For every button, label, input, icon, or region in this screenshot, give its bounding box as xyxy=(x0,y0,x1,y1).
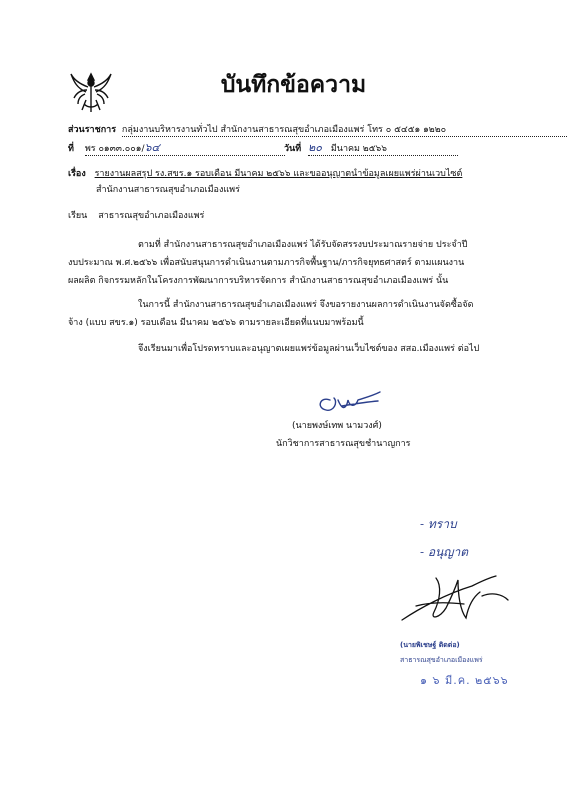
para1-line3: ผลผลิต กิจกรรมหลักในโครงการพัฒนาการบริหารจัดการ สำนักงานสาธารณสุขอำเภอเมืองแพร่ นั้น xyxy=(68,276,449,286)
para2-line1: ในการนี้ สำนักงานสาธารณสุขอำเภอเมืองแพร่ จึงขอรายงานผลการดำเนินงานจัดซื้อจัด xyxy=(138,300,474,310)
subject-value: รายงานผลสรุป รง.สขร.๑ รอบเดือน มีนาคม ๒๕๖๖ และขออนุญาตนำข้อมูลเผยแพร่ผ่านเวบไซต์ xyxy=(94,169,463,179)
approval-note-permit: - อนุญาต xyxy=(420,545,469,559)
to-value: สาธารณสุขอำเภอเมืองแพร่ xyxy=(98,211,205,221)
para2-line2: จ้าง (แบบ สขร.๑) รอบเดือน มีนาคม ๒๕๖๖ ตามรายละเอียดที่แนบมาพร้อมนี้ xyxy=(68,318,364,328)
ref-value: พร ๐๑๓๓.๐๐๑/ xyxy=(84,144,145,154)
approver-signature xyxy=(396,568,516,628)
agency-row xyxy=(68,124,567,137)
sender-signature xyxy=(312,388,384,418)
agency-value: กลุ่มงานบริหารงานทั่วไป สำนักงานสาธารณสุขอำเภอเมืองแพร่ โทร ๐ ๕๔๕๑ ๑๒๒๐ xyxy=(122,124,567,137)
para1-line2: งบประมาณ พ.ศ.๒๕๖๖ เพื่อสนับสนุนการดำเนินงานตามภารกิจพื้นฐาน/ภารกิจยุทธศาสตร์ ตามแผนงาน xyxy=(68,258,465,268)
date-label: วันที่ xyxy=(284,144,302,154)
approval-note-acknowledge: - ทราบ xyxy=(420,517,457,531)
stamp-position: สาธารณสุขอำเภอเมืองแพร่ xyxy=(400,656,483,664)
to-label: เรียน xyxy=(68,211,88,221)
subject-row xyxy=(68,168,462,180)
date-month-year: มีนาคม ๒๕๖๖ xyxy=(330,144,387,154)
signer-name: (นายพงษ์เทพ นามวงศ์) xyxy=(292,421,382,431)
ref-label: ที่ xyxy=(68,144,74,154)
date-day: ๒๐ xyxy=(308,141,322,154)
ref-handwritten-number: ๖๔ xyxy=(144,141,160,154)
reference-row xyxy=(68,142,285,156)
addressee-row xyxy=(68,210,204,222)
stamp-date: ๑ ๖ มี.ค. ๒๕๖๖ xyxy=(420,674,509,687)
para1-line1: ตามที่ สำนักงานสาธารณสุขอำเภอเมืองแพร่ ได้รับจัดสรรงบประมาณรายจ่าย ประจำปี xyxy=(138,240,468,250)
agency-label: ส่วนราชการ xyxy=(68,125,117,135)
memo-title: บันทึกข้อความ xyxy=(220,71,367,98)
date-row xyxy=(284,142,458,156)
stamp-name: (นายพิเชษฐ์ ติดต่อ) xyxy=(400,641,460,649)
subject-label: เรื่อง xyxy=(68,169,86,179)
para3-line1: จึงเรียนมาเพื่อโปรดทราบและอนุญาตเผยแพร่ข้อมูลผ่านเว็บไซต์ของ สสอ.เมืองแพร่ ต่อไป xyxy=(138,344,480,354)
signer-position: นักวิชาการสาธารณสุขชำนาญการ xyxy=(276,439,411,449)
subject-continuation: สำนักงานสาธารณสุขอำเภอเมืองแพร่ xyxy=(96,185,240,195)
